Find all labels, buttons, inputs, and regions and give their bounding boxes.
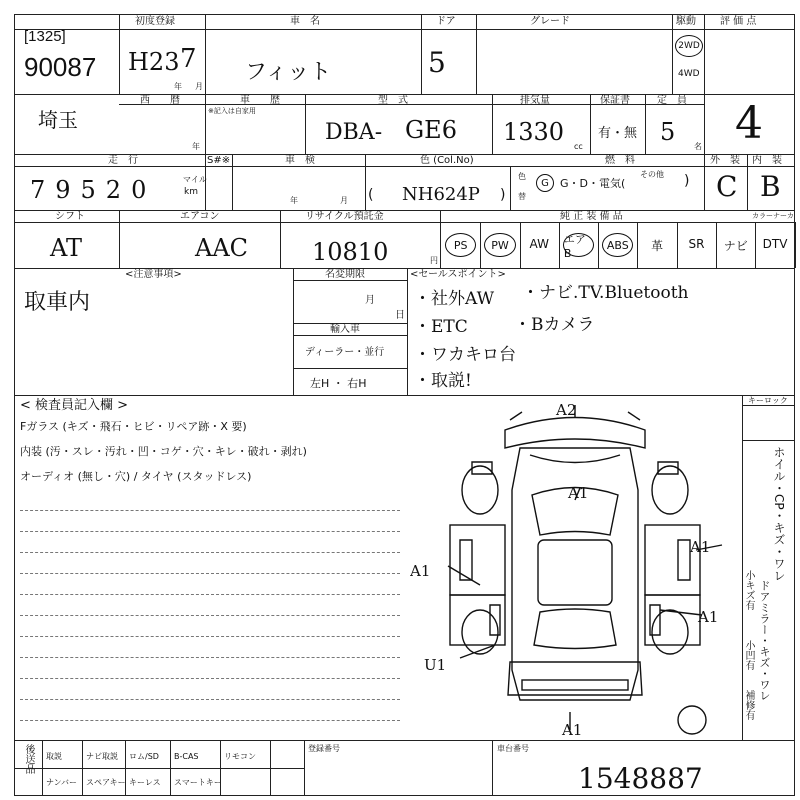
divider xyxy=(205,94,206,154)
history-label: 車 歴 xyxy=(240,95,280,106)
lot-number: [1325] xyxy=(24,28,66,45)
s-number-label: S#※ xyxy=(207,155,231,166)
shift-label: シフト xyxy=(55,211,85,222)
chassis-label: 車台番号 xyxy=(497,744,529,753)
mile-unit: マイル xyxy=(183,175,207,184)
divider xyxy=(14,768,304,769)
divider xyxy=(293,268,294,395)
warranty-value: 有・無 xyxy=(598,126,638,141)
fuel-options: G・D・電気( xyxy=(560,177,626,190)
reg-month-unit: 月 xyxy=(195,82,203,91)
dash-line xyxy=(20,573,400,574)
name-change-day: 日 xyxy=(395,310,405,321)
sales-point: ・ナビ.TV.Bluetooth xyxy=(522,283,689,303)
mileage-label: 走 行 xyxy=(108,155,138,166)
rating-label: 評 価 点 xyxy=(720,16,757,27)
car-name-value: フィット xyxy=(245,60,332,85)
grade-label: グレード xyxy=(530,16,570,27)
aircon-value: AAC xyxy=(195,234,249,262)
divider xyxy=(14,395,795,396)
equipment-革: 革 xyxy=(651,239,664,253)
color-label: 色 (Col.No) xyxy=(420,155,474,166)
divider xyxy=(14,740,795,741)
sales-point: ・取説! xyxy=(414,371,472,391)
handle-side: 左H ・ 右H xyxy=(310,377,367,390)
divider xyxy=(304,740,305,796)
color-bracket-close: ) xyxy=(500,187,506,203)
yen-unit: 円 xyxy=(430,256,438,265)
divider xyxy=(421,14,422,94)
divider xyxy=(365,154,366,210)
footer-item: ロム/SD xyxy=(129,752,159,761)
divider xyxy=(293,368,407,369)
after-ship-label: 後送品 xyxy=(23,744,34,774)
dash-line xyxy=(20,720,400,721)
color-bracket-open: ( xyxy=(368,187,374,203)
capacity-label: 定 員 xyxy=(657,95,687,106)
km-unit: km xyxy=(184,187,198,197)
exterior-grade: C xyxy=(716,170,738,203)
shaken-year-unit: 年 xyxy=(290,196,298,205)
footer-item: 取説 xyxy=(46,752,62,761)
car-name-label: 車 名 xyxy=(290,16,320,27)
car-diagram xyxy=(410,400,740,740)
score-value: 4 xyxy=(735,98,763,149)
footer-item: スペアキー xyxy=(86,778,126,787)
footer-item: キーレス xyxy=(129,778,161,787)
divider xyxy=(232,154,233,210)
divider xyxy=(119,14,120,94)
capacity-value: 5 xyxy=(660,118,676,146)
model-label: 型 式 xyxy=(378,95,408,106)
kinds-label: カラーナーカ xyxy=(752,212,794,220)
sales-points-label: <セールスポイント> xyxy=(410,269,506,280)
dealer-label: ディーラー・並行 xyxy=(305,347,385,358)
divider xyxy=(747,154,748,210)
small-dent: 小凹有 xyxy=(743,640,754,670)
fuel-bracket-close: ) xyxy=(684,173,690,189)
equipment-dtv: DTV xyxy=(762,237,788,251)
sales-point: ・Bカメラ xyxy=(514,315,595,335)
fuel-other: その他 xyxy=(640,170,664,179)
divider xyxy=(510,166,511,210)
equipment-エアb: エアB xyxy=(563,233,594,257)
mirror-label: ドアミラー・キズ・ワレ xyxy=(758,580,771,701)
dash-line xyxy=(20,699,400,700)
shift-value: AT xyxy=(50,234,83,262)
drive-label: 駆動 xyxy=(676,16,696,27)
divider xyxy=(672,14,673,94)
registration-number-label: 登録番号 xyxy=(308,744,340,753)
notes-label: <注意事項> xyxy=(125,269,182,280)
sales-point: ・社外AW xyxy=(414,289,495,309)
cc-unit: cc xyxy=(574,142,583,151)
footer-item: B-CAS xyxy=(174,752,199,761)
reg-year-unit: 年 xyxy=(174,82,182,91)
person-unit: 名 xyxy=(694,142,702,151)
displacement-value: 1330 xyxy=(503,118,565,146)
equipment-aw: AW xyxy=(529,237,549,251)
divider xyxy=(492,94,493,154)
divider xyxy=(293,335,407,336)
footer-item: ナンバー xyxy=(46,778,78,787)
divider xyxy=(704,154,705,210)
divider xyxy=(14,210,795,211)
model-prefix: DBA- xyxy=(325,120,383,145)
drive-4wd: 4WD xyxy=(678,69,700,79)
exterior-label: 外 装 xyxy=(710,155,740,166)
equipment-abs: ABS xyxy=(602,233,633,257)
auction-number: 90087 xyxy=(24,52,97,82)
small-scratch: 小キズ有 xyxy=(743,570,754,610)
divider xyxy=(280,210,281,268)
sales-point: ・ETC xyxy=(414,317,468,337)
divider xyxy=(14,29,795,30)
reg-month: 7 xyxy=(180,44,197,74)
divider xyxy=(305,94,306,154)
interior-label: 内 装 xyxy=(752,155,782,166)
door-value: 5 xyxy=(428,46,446,79)
warranty-label: 保証書 xyxy=(600,95,630,106)
diagram-mark: U1 xyxy=(424,656,447,674)
dash-line xyxy=(20,657,400,658)
equipment-ナビ: ナビ xyxy=(723,239,748,253)
dash-line xyxy=(20,636,400,637)
divider xyxy=(742,440,795,441)
name-change-month: 月 xyxy=(365,295,375,306)
equipment-ps: PS xyxy=(445,233,476,257)
mileage-value: 79520 xyxy=(30,176,157,204)
dash-line xyxy=(20,615,400,616)
dash-line xyxy=(20,552,400,553)
shaken-month-unit: 月 xyxy=(340,196,348,205)
color-swap-2: 替 xyxy=(518,192,526,201)
diagram-mark: A1 xyxy=(568,484,589,502)
aircon-label: エアコン xyxy=(180,211,220,222)
divider xyxy=(170,740,171,796)
dash-line xyxy=(20,678,400,679)
key-lock-label: キーロック xyxy=(748,396,788,405)
shaken-label: 車 検 xyxy=(285,155,315,166)
import-label: 輸入車 xyxy=(330,324,360,335)
inspector-line: オーディオ (無し・穴) / タイヤ (スタッドレス) xyxy=(20,470,252,483)
recycle-value: 10810 xyxy=(312,238,389,266)
color-code: NH624P xyxy=(402,184,480,205)
displacement-label: 排気量 xyxy=(520,95,550,106)
divider xyxy=(742,405,795,406)
diagram-mark: A1 xyxy=(410,562,431,580)
dash-line xyxy=(20,594,400,595)
divider xyxy=(704,14,705,154)
genuine-equip-label: 純 正 装 備 品 xyxy=(560,211,623,222)
interior-grade: B xyxy=(760,170,781,203)
recycle-label: リサイクル預託金 xyxy=(305,211,384,222)
reg-date-label: 初度登録 xyxy=(135,16,175,27)
divider xyxy=(590,94,591,154)
divider xyxy=(742,395,743,740)
divider xyxy=(42,740,43,796)
divider xyxy=(119,210,120,268)
history-year-unit: 年 xyxy=(192,142,200,151)
equipment-sr: SR xyxy=(688,237,705,251)
color-swap-1: 色 xyxy=(518,172,526,181)
diagram-mark: A1 xyxy=(698,608,719,626)
divider xyxy=(492,740,493,796)
divider xyxy=(407,268,408,395)
divider xyxy=(270,740,271,796)
fuel-g-circle: G xyxy=(536,174,554,192)
wheel-label: ホイル・CP・キズ・ワレ xyxy=(772,446,786,582)
divider xyxy=(14,166,795,167)
west-label: 西 暦 xyxy=(140,95,180,106)
divider xyxy=(476,14,477,94)
divider xyxy=(645,94,646,154)
model-code: GE6 xyxy=(405,116,457,144)
divider xyxy=(220,740,221,796)
diagram-mark: A1 xyxy=(562,721,583,739)
dash-line xyxy=(20,510,400,511)
divider xyxy=(82,740,83,796)
diagram-mark: A1 xyxy=(690,538,711,556)
history-note: ※記入は自家用 xyxy=(208,107,256,115)
prefecture: 埼玉 xyxy=(38,108,78,132)
repair: 補修有 xyxy=(743,690,754,720)
name-change-label: 名変期限 xyxy=(325,269,365,280)
footer-item: スマートキー xyxy=(174,778,222,787)
door-label: ドア xyxy=(436,16,456,27)
equipment-pw: PW xyxy=(484,233,515,257)
footer-item: リモコン xyxy=(224,752,256,761)
diagram-mark: A2 xyxy=(556,401,577,419)
sales-point: ・ワカキロ台 xyxy=(414,345,516,365)
notes-handwriting: 取車内 xyxy=(24,290,91,315)
footer-item: ナビ取説 xyxy=(86,752,118,761)
fuel-label: 燃 料 xyxy=(605,155,635,166)
inspector-line: Fガラス (キズ・飛石・ヒビ・リペア跡・X 要) xyxy=(20,420,247,433)
divider xyxy=(205,14,206,94)
drive-2wd-circled: 2WD xyxy=(675,35,703,57)
dash-line xyxy=(20,531,400,532)
inspector-line: 内装 (汚・スレ・汚れ・凹・コゲ・穴・キレ・破れ・剥れ) xyxy=(20,445,307,458)
divider xyxy=(293,280,407,281)
reg-era: H23 xyxy=(128,48,180,76)
divider xyxy=(125,740,126,796)
chassis-number: 1548887 xyxy=(578,762,703,795)
inspector-label: < 検査員記入欄 > xyxy=(20,398,129,413)
